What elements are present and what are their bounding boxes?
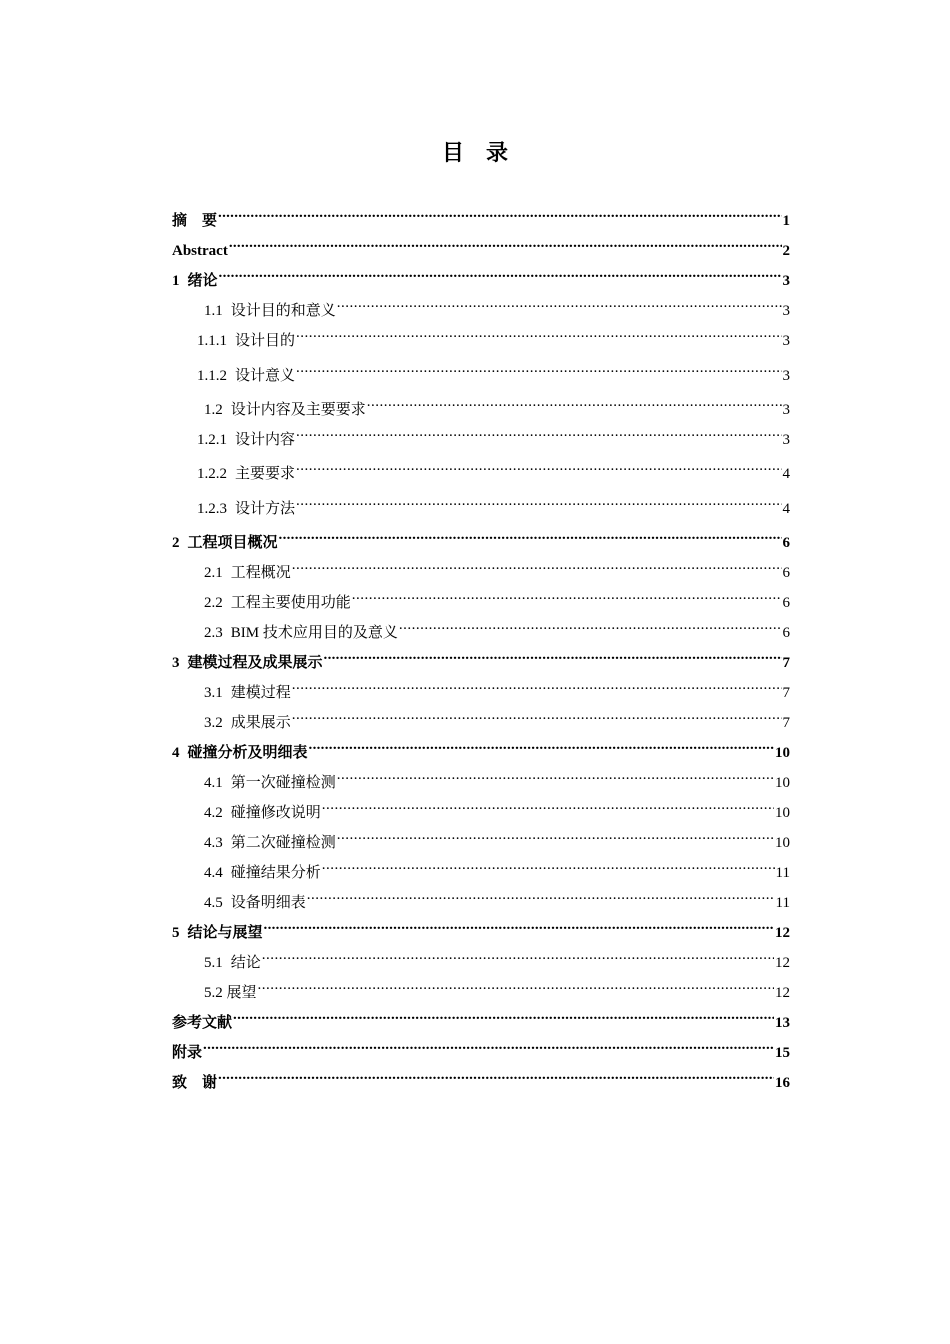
toc-entry-title: BIM 技术应用目的及意义: [230, 625, 398, 641]
toc-entry-page: 3: [782, 303, 790, 319]
toc-entry-number: 1.2.2: [197, 466, 227, 482]
toc-dot-leader: [296, 422, 781, 444]
toc-entry[interactable]: [172, 525, 790, 551]
toc-entry-page: 10: [775, 745, 790, 761]
toc-entry-number: 1.2.3: [197, 501, 227, 517]
toc-entry-title: 设计方法: [235, 501, 296, 517]
toc-entry-page: 16: [775, 1075, 790, 1091]
toc-entry-title: 工程概况: [230, 565, 291, 581]
toc-entry-title: 碰撞结果分析: [230, 865, 321, 881]
toc-dot-leader: [258, 975, 774, 997]
toc-entry[interactable]: [172, 456, 790, 482]
toc-dot-leader: [218, 203, 781, 225]
toc-entry-title: 绪论: [187, 273, 218, 289]
toc-entry-page: 6: [782, 535, 790, 551]
toc-dot-leader: [296, 456, 781, 478]
toc-entry[interactable]: [172, 615, 790, 641]
toc-entry-number: 摘 要: [172, 213, 218, 229]
toc-dot-leader: [337, 765, 774, 787]
toc-entry-number: 3.2: [204, 715, 223, 731]
toc-dot-leader: [262, 945, 774, 967]
toc-entry-number: 参考文献: [172, 1015, 233, 1031]
toc-entry-number: 5.2 展望: [204, 985, 257, 1001]
toc-dot-leader: [337, 825, 774, 847]
toc-entry-page: 10: [775, 775, 790, 791]
toc-entry[interactable]: [172, 975, 790, 1001]
toc-entry-title: 设备明细表: [230, 895, 306, 911]
toc-entry-page: 3: [782, 432, 790, 448]
toc-entry[interactable]: [172, 555, 790, 581]
toc-dot-leader: [367, 392, 782, 414]
toc-dot-leader: [279, 525, 782, 547]
page-title: 目 录: [441, 140, 508, 165]
toc-entry-page: 13: [775, 1015, 790, 1031]
toc-entry-page: 3: [782, 273, 790, 289]
toc-entry-title: 成果展示: [230, 715, 291, 731]
toc-dot-leader: [352, 585, 782, 607]
toc-entry-number: 4.2: [204, 805, 223, 821]
toc-entry-number: 3.1: [204, 685, 223, 701]
toc-entry-number: Abstract: [172, 243, 228, 259]
toc-entry-title: 碰撞分析及明细表: [187, 745, 308, 761]
toc-entry[interactable]: [172, 1035, 790, 1061]
toc-entry[interactable]: [172, 915, 790, 941]
toc-entry[interactable]: [172, 825, 790, 851]
toc-entry-number: 4.4: [204, 865, 223, 881]
toc-entry-number: 1.1.1: [197, 333, 227, 349]
toc-entry[interactable]: [172, 233, 790, 259]
toc-entry[interactable]: [172, 735, 790, 761]
toc-entry-title: 第二次碰撞检测: [230, 835, 336, 851]
toc-dot-leader: [264, 915, 774, 937]
toc-entry[interactable]: [172, 645, 790, 671]
toc-entry-number: 1.2.1: [197, 432, 227, 448]
toc-dot-leader: [219, 263, 782, 285]
toc-entry-page: 3: [782, 333, 790, 349]
toc-entry-title: 建模过程及成果展示: [187, 655, 323, 671]
toc-entry[interactable]: [172, 358, 790, 384]
toc-entry[interactable]: [172, 705, 790, 731]
toc-dot-leader: [307, 885, 775, 907]
toc-entry[interactable]: [172, 1065, 790, 1091]
toc-entry-number: 1: [172, 273, 180, 289]
toc-entry-page: 6: [782, 595, 790, 611]
toc-dot-leader: [399, 615, 782, 637]
toc-entry-number: 1.1.2: [197, 368, 227, 384]
toc-entry-number: 5.1: [204, 955, 223, 971]
toc-dot-leader: [218, 1065, 774, 1087]
toc-entry-page: 12: [775, 985, 790, 1001]
toc-entry-number: 1.2: [204, 402, 223, 418]
toc-entry-page: 7: [782, 685, 790, 701]
toc-entry-page: 11: [775, 895, 790, 911]
toc-entry[interactable]: [172, 675, 790, 701]
toc-entry[interactable]: [172, 422, 790, 448]
toc-entry[interactable]: [172, 293, 790, 319]
toc-entry-page: 10: [775, 805, 790, 821]
toc-dot-leader: [337, 293, 782, 315]
toc-entry-number: 2.1: [204, 565, 223, 581]
toc-entry[interactable]: [172, 263, 790, 289]
toc-entry[interactable]: [172, 765, 790, 791]
toc-entry-page: 6: [782, 625, 790, 641]
toc-dot-leader: [322, 855, 775, 877]
toc-entry-number: 2: [172, 535, 180, 551]
toc-dot-leader: [309, 735, 774, 757]
toc-entry-number: 4: [172, 745, 180, 761]
toc-entry-number: 2.2: [204, 595, 223, 611]
toc-entry-page: 6: [782, 565, 790, 581]
toc-entry-title: 第一次碰撞检测: [230, 775, 336, 791]
toc-entry-page: 4: [782, 466, 790, 482]
toc-entry[interactable]: [172, 855, 790, 881]
toc-entry[interactable]: [172, 885, 790, 911]
toc-entry[interactable]: [172, 323, 790, 349]
toc-entry-page: 10: [775, 835, 790, 851]
toc-entry-title: 结论与展望: [187, 925, 263, 941]
toc-entry-number: 致 谢: [172, 1075, 218, 1091]
toc-entry-number: 4.5: [204, 895, 223, 911]
toc-entry[interactable]: [172, 585, 790, 611]
toc-entry-number: 4.1: [204, 775, 223, 791]
toc-entry-title: 结论: [230, 955, 261, 971]
toc-entry-title: 设计意义: [235, 368, 296, 384]
toc-dot-leader: [296, 323, 781, 345]
toc-entry-page: 3: [782, 402, 790, 418]
toc-entry[interactable]: [172, 1005, 790, 1031]
toc-entry-title: 设计目的: [235, 333, 296, 349]
toc-entry-number: 5: [172, 925, 180, 941]
toc-dot-leader: [292, 705, 782, 727]
toc-dot-leader: [324, 645, 782, 667]
toc-entry-page: 12: [775, 955, 790, 971]
toc-entry-number: 3: [172, 655, 180, 671]
toc-entry[interactable]: [172, 491, 790, 517]
toc-entry-page: 15: [775, 1045, 790, 1061]
toc-entry[interactable]: [172, 795, 790, 821]
toc-entry[interactable]: [172, 203, 790, 229]
toc-entry[interactable]: [172, 945, 790, 971]
toc-entry[interactable]: [172, 392, 790, 418]
toc-entry-title: 建模过程: [230, 685, 291, 701]
toc-entry-page: 3: [782, 368, 790, 384]
toc-dot-leader: [296, 491, 781, 513]
toc-entry-title: 工程主要使用功能: [230, 595, 351, 611]
toc-entry-number: 附录: [172, 1045, 203, 1061]
toc-entry-number: 2.3: [204, 625, 223, 641]
toc-dot-leader: [292, 675, 782, 697]
toc-entry-page: 2: [782, 243, 790, 259]
toc-dot-leader: [292, 555, 782, 577]
toc-dot-leader: [296, 358, 781, 380]
toc-entry-page: 7: [782, 655, 790, 671]
toc-entry-number: 4.3: [204, 835, 223, 851]
toc-dot-leader: [233, 1005, 774, 1027]
toc-entry-title: 设计内容: [235, 432, 296, 448]
toc-entry-page: 7: [782, 715, 790, 731]
toc-entry-page: 12: [775, 925, 790, 941]
toc-entry-page: 4: [782, 501, 790, 517]
toc-dot-leader: [203, 1035, 774, 1057]
toc-entry-title: 工程项目概况: [187, 535, 278, 551]
toc-dot-leader: [229, 233, 782, 255]
toc-entry-page: 1: [782, 213, 790, 229]
toc-entry-page: 11: [775, 865, 790, 881]
toc-dot-leader: [322, 795, 774, 817]
toc-entry-title: 设计目的和意义: [230, 303, 336, 319]
toc-entry-title: 主要要求: [235, 466, 296, 482]
toc-entry-title: 设计内容及主要要求: [230, 402, 366, 418]
toc-entry-number: 1.1: [204, 303, 223, 319]
toc-entry-title: 碰撞修改说明: [230, 805, 321, 821]
